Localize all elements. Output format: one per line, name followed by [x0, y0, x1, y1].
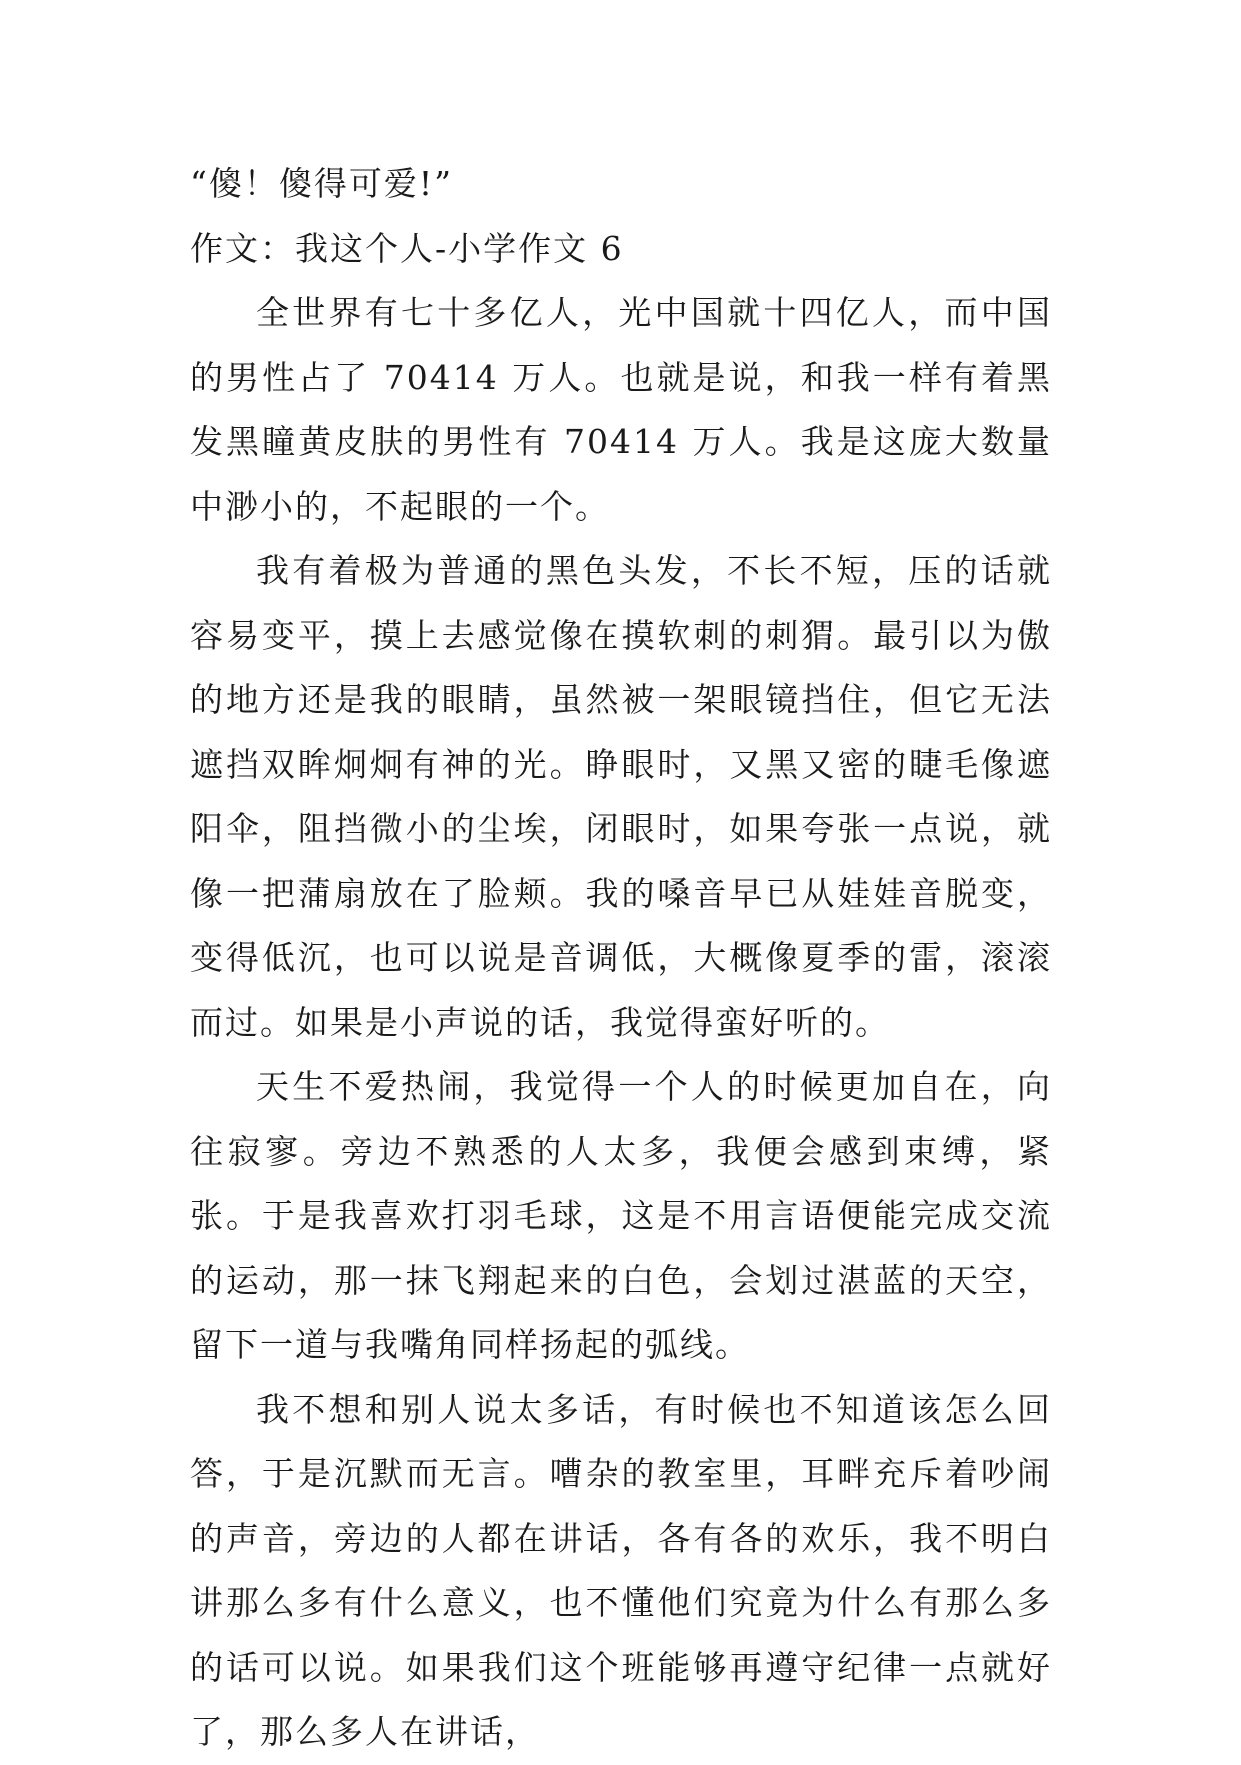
essay-heading: 作文：我这个人-小学作文 6 — [190, 228, 624, 268]
paragraph-2: 我有着极为普通的黑色头发，不长不短，压的话就容易变平，摸上去感觉像在摸软刺的刺猬。最引以为傲的地方还是我的眼睛，虽然被一架眼镜挡住，但它无法遮挡双眸炯炯有神的光。睁眼时，又黑又密的睫毛像遮阳伞，阻挡微小的尘埃，闭眼时，如果夸张一点说，就像一把蒲扇放在了脸颊。我的嗓音早已从娃娃音脱变，变得低沉，也可以说是音调低，大概像夏季的雷，滚滚而过。如果是小声说的话，我觉得蛮好听的。 — [190, 551, 1052, 1042]
quote-line: “傻！傻得可爱!” — [190, 164, 454, 203]
paragraph-4: 我不想和别人说太多话，有时候也不知道该怎么回答，于是沉默而无言。嘈杂的教室里，耳畔充斥着吵闹的声音，旁边的人都在讲话，各有各的欢乐，我不明白讲那么多有什么意义，也不懂他们究竟为什么有那么多的话可以说。如果我们这个班能够再遵守纪律一点就好了，那么多人在讲话， — [190, 1389, 1052, 1751]
paragraph-1: 全世界有七十多亿人，光中国就十四亿人，而中国的男性占了 70414 万人。也就是说，和我一样有着黑发黑瞳黄皮肤的男性有 70414 万人。我是这庞大数量中渺小的，不起眼的一个。 — [190, 293, 1052, 526]
paragraph-3: 天生不爱热闹，我觉得一个人的时候更加自在，向往寂寥。旁边不熟悉的人太多，我便会感到束缚，紧张。于是我喜欢打羽毛球，这是不用言语便能完成交流的运动，那一抹飞翔起来的白色，会划过湛蓝的天空，留下一道与我嘴角同样扬起的弧线。 — [190, 1067, 1052, 1364]
document-body — [190, 152, 1052, 1765]
